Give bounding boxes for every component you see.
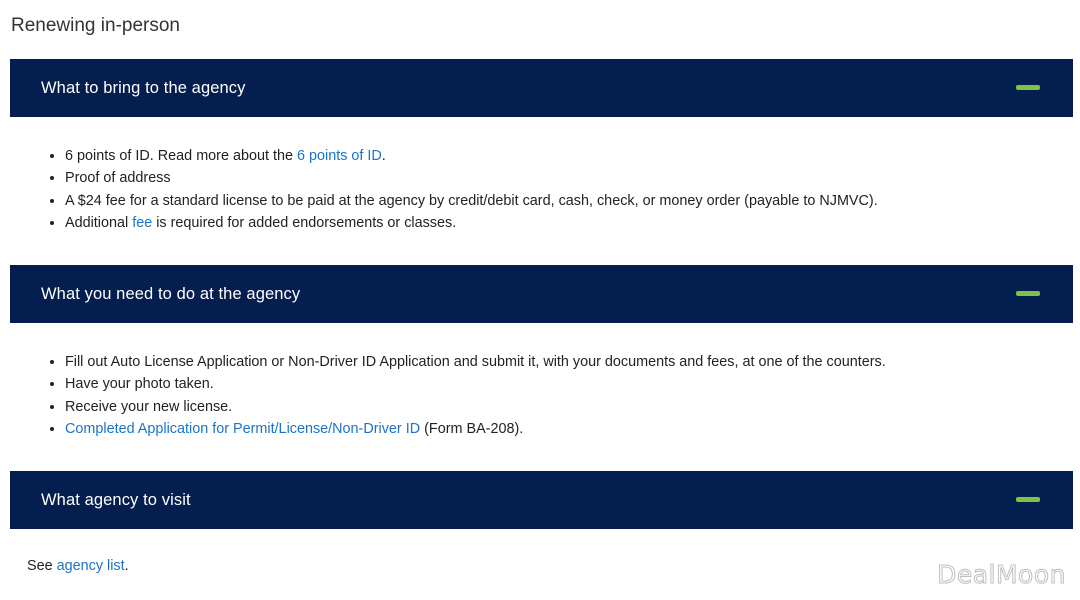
list-item: [65, 373, 886, 395]
footer-text-after: .: [124, 558, 129, 574]
item-text-after: .: [381, 148, 386, 164]
item-text: Fill out Auto License Application or Non-Driver ID Application and submit it, with your documents and fees, at one of the counters.: [65, 354, 886, 370]
item-text: Receive your new license.: [65, 398, 233, 415]
section-list-what-to-do: [32, 351, 886, 441]
dealmoon-watermark: DealMoon: [937, 560, 1066, 589]
list-item: [65, 190, 878, 212]
fee-link[interactable]: fee: [132, 215, 153, 232]
page-title: Renewing in-person: [11, 15, 180, 36]
minus-icon[interactable]: [1016, 291, 1040, 296]
six-points-of-id-link[interactable]: 6 points of ID: [297, 148, 382, 164]
list-item: [65, 167, 878, 189]
accordion-header-what-to-bring[interactable]: [10, 59, 1073, 117]
list-item: [65, 145, 878, 167]
accordion-title: What to bring to the agency: [41, 78, 246, 97]
list-item: [65, 418, 886, 440]
accordion-header-what-agency[interactable]: [10, 471, 1073, 529]
section-list-what-to-bring: [32, 145, 878, 235]
item-text: Additional: [65, 215, 133, 232]
agency-list-text: [27, 558, 129, 574]
accordion-title: What agency to visit: [41, 490, 191, 509]
accordion-title: What you need to do at the agency: [41, 284, 301, 303]
minus-icon[interactable]: [1016, 85, 1040, 90]
list-item: [65, 396, 886, 418]
accordion-header-what-to-do[interactable]: [10, 265, 1073, 323]
item-text: A $24 fee for a standard license to be paid at the agency by credit/debit card, cash, check, or money order (payable to NJMVC).: [65, 192, 878, 209]
item-text: 6 points of ID. Read more about the: [65, 148, 297, 164]
completed-application-link[interactable]: Completed Application for Permit/License/Non-Driver ID: [65, 421, 421, 438]
item-text: Proof of address: [65, 170, 171, 187]
footer-text-before: See: [27, 558, 57, 574]
list-item: [65, 351, 886, 373]
item-text: Have your photo taken.: [65, 376, 214, 393]
agency-list-link[interactable]: agency list: [56, 558, 125, 574]
item-text-after: (Form BA-208).: [420, 421, 524, 438]
minus-icon[interactable]: [1016, 497, 1040, 502]
list-item: [65, 212, 878, 234]
item-text-after: is required for added endorsements or classes.: [152, 215, 457, 232]
